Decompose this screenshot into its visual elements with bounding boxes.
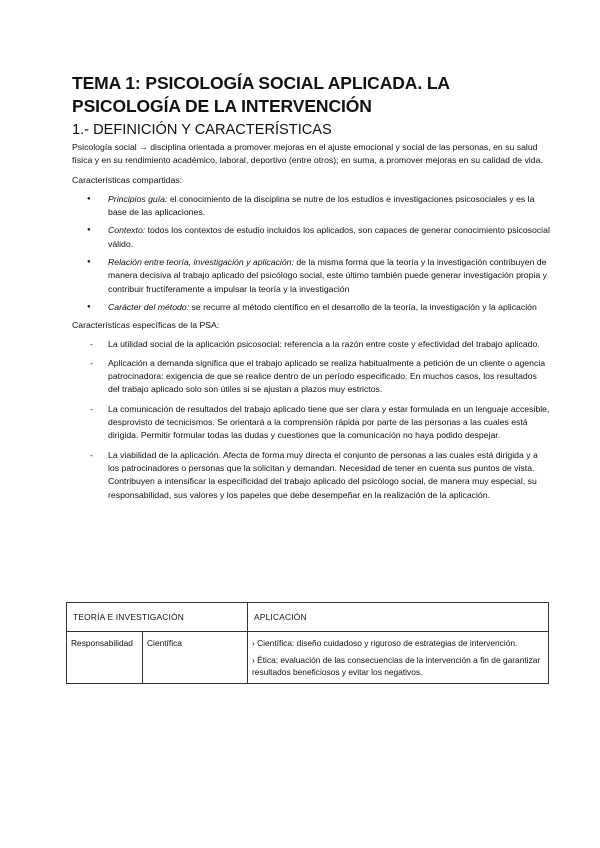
intro-paragraph: Psicología social → disciplina orientada a promover mejoras en el ajuste emocional y social de las personas, en su salud física y en su rendimiento académico, laboral, deportivo (entre otros); en suma, a promover mejoras en su calidad de vida. (72, 142, 543, 166)
table-row (67, 632, 549, 684)
table-cell-responsibility: Responsabilidad (67, 632, 143, 684)
specific-characteristics-list (72, 338, 550, 502)
list-item: - Aplicación a demanda significa que el trabajo aplicado se realiza habitualmente a petición de un cliente o agencia patrocinadora: exigencia de que se realice dentro de un período especificado. En muchos casos, los resultados del trabajo aplicado solo son útiles si se ajustan a plazos muy estrictos. (72, 357, 550, 397)
section-heading: 1.- DEFINICIÓN Y CARACTERÍSTICAS (72, 122, 332, 138)
list-item: - La viabilidad de la aplicación. Afecta de forma muy directa el conjunto de personas a las cuales está dirigida y a los patrocinadores o personas que la solicitan y demandan. Necesidad de tener en cuenta sus puntos de vista. Contribuyen a intensificar la especificidad del trabajo aplicado del psicólogo social, de manera muy especial, su responsabilidad, sus valores y los papeles que debe desempeñar en la realización de la aplicación. (72, 449, 550, 502)
table-cell-scientific: Científica (143, 632, 248, 684)
specific-characteristics-label: Características específicas de la PSA: (72, 320, 220, 331)
table-header-theory: TEORÍA E INVESTIGACIÓN (67, 603, 248, 632)
application-point-scientific: › Científica: diseño cuidadoso y riguroso de estrategias de intervención. (252, 638, 518, 648)
application-point-ethical: › Ética: evaluación de las consecuencias de la intervención a fin de garantizar resultados beneficiosos y evitar los negativos. (252, 655, 541, 677)
document-title: TEMA 1: PSICOLOGÍA SOCIAL APLICADA. LA PSICOLOGÍA DE LA INTERVENCIÓN (72, 73, 450, 116)
table-header-application: APLICACIÓN (248, 603, 549, 632)
list-item: ● Principios guía: el conocimiento de la disciplina se nutre de los estudios e investigaciones psicosociales y es la base de las aplicaciones. (72, 193, 550, 220)
list-item: - La comunicación de resultados del trabajo aplicado tiene que ser clara y estar formulada en un lenguaje accesible, desprovisto de tecnicismos. Se orientará a la comprensión rápida por parte de las personas a las cuales está dirigida. Permitir formular todas las dudas y cuestiones que la comunicación no haya podido despejar. (72, 403, 550, 443)
shared-characteristics-label: Características compartidas: (72, 174, 183, 185)
list-item: ● Carácter del método: se recurre al método científico en el desarrollo de la teoría, la investigación y la aplicación (72, 301, 550, 314)
list-item: ● Relación entre teoría, investigación y aplicación: de la misma forma que la teoría y la investigación contribuyen de manera decisiva al trabajo aplicado del psicólogo social, este último también puede generar investigación propia y contribuir fructíferamente a impulsar la teoría y la investigación (72, 256, 550, 296)
list-item: ● Contexto: todos los contextos de estudio incluidos los aplicados, son capaces de generar conocimiento psicosocial válido. (72, 224, 550, 251)
document-page (72, 72, 550, 508)
table-cell-application-points (248, 632, 549, 684)
table-header-row (67, 603, 549, 632)
comparison-table (66, 602, 549, 684)
list-item: - La utilidad social de la aplicación psicosocial: referencia a la razón entre coste y efectividad del trabajo aplicado. (72, 338, 550, 351)
shared-characteristics-list (72, 193, 550, 314)
